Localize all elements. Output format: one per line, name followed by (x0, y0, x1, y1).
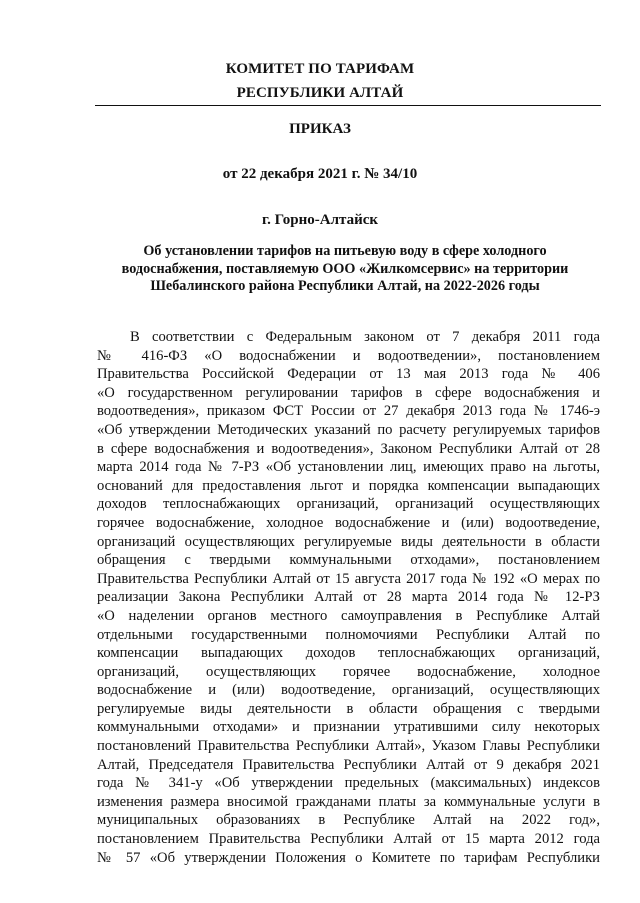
body-line: № 416-ФЗ «О водоснабжении и водоотведении», постановлением (97, 347, 600, 364)
body-line: водоснабжение и (или) водоотведение, организаций, осуществляющих (97, 682, 600, 699)
body-line: № 57 «Об утверждении Положения о Комитете по тарифам Республики (97, 849, 600, 866)
body-line: организаций, осуществляющих горячее водоснабжение, холодное (97, 663, 600, 680)
body-line: доходов теплоснабжающих организаций, организаций осуществляющих (97, 496, 600, 513)
body-line: «Об утверждении Методических указаний по расчету регулируемых тарифов (97, 421, 600, 438)
subject-line: Об установлении тарифов на питьевую воду в сфере холодного (143, 243, 547, 259)
body-line: Правительства Российской Федерации от 13 мая 2013 года № 406 (97, 366, 600, 383)
body-line: постановлений Правительства Республики Алтай», Указом Главы Республики (97, 738, 600, 755)
body-line: организаций осуществляющих регулируемые виды деятельности в области (97, 533, 600, 550)
body-line: постановлением Правительства Республики Алтай от 15 марта 2012 года (97, 831, 600, 848)
body-line: водоотведения», приказом ФСТ России от 27 декабря 2013 года № 1746-э (97, 403, 600, 420)
order-date-number: от 22 декабря 2021 г. № 34/10 (222, 166, 418, 182)
body-line: горячее водоснабжение, холодное водоснабжение и (или) водоотведение, (97, 514, 600, 531)
body-line: регулируемые виды деятельности в области обращения с твердыми (97, 700, 600, 717)
header-divider (95, 105, 601, 106)
body-line: оснований для предоставления льгот и порядка компенсации выпадающих (97, 477, 600, 494)
body-line: В соответствии с Федеральным законом от 7 декабря 2011 года (130, 329, 600, 345)
order-city: г. Горно-Алтайск (261, 212, 379, 228)
body-line: «О государственном регулировании тарифов в сфере водоснабжения и (97, 384, 600, 401)
subject-line: водоснабжения, поставляемую ООО «Жилкомсервис» на территории (121, 260, 569, 277)
body-line: года № 341-у «Об утверждении предельных (максимальных) индексов (97, 775, 600, 792)
body-line: коммунальными отходами» и признании утратившими силу некоторых (97, 719, 600, 736)
agency-name-line2: РЕСПУБЛИКИ АЛТАЙ (236, 85, 404, 101)
body-line: отдельными государственными полномочиями Республики Алтай по (97, 626, 600, 643)
document-type-title: ПРИКАЗ (289, 121, 351, 137)
body-line: Алтай, Председателя Правительства Республики Алтай от 9 декабря 2021 (97, 756, 600, 773)
order-subject (100, 243, 590, 296)
agency-name-line1: КОМИТЕТ ПО ТАРИФАМ (225, 61, 415, 77)
order-body (97, 328, 600, 867)
body-line: изменения размера вносимой гражданами платы за коммунальные услуги в (97, 793, 600, 810)
body-line: Правительства Республики Алтай от 15 августа 2017 года № 192 «О мерах по (97, 570, 600, 587)
body-line: марта 2014 года № 7-РЗ «Об установлении лиц, имеющих право на льготы, (97, 459, 600, 476)
body-line: муниципальных образованиях в Республике Алтай на 2022 год», (97, 812, 600, 829)
body-line: компенсации выпадающих доходов теплоснабжающих организаций, (97, 645, 600, 662)
body-line: «О наделении органов местного самоуправления в Республике Алтай (97, 607, 600, 624)
subject-line: Шебалинского района Республики Алтай, на 2022-2026 годы (150, 278, 540, 295)
body-line: обращения с твердыми коммунальными отходами», постановлением (97, 552, 600, 569)
body-line: реализации Закона Республики Алтай от 28 марта 2014 года № 12-РЗ (97, 589, 600, 606)
body-line: в сфере водоснабжения и водоотведения», Законом Республики Алтай от 28 (97, 440, 600, 457)
